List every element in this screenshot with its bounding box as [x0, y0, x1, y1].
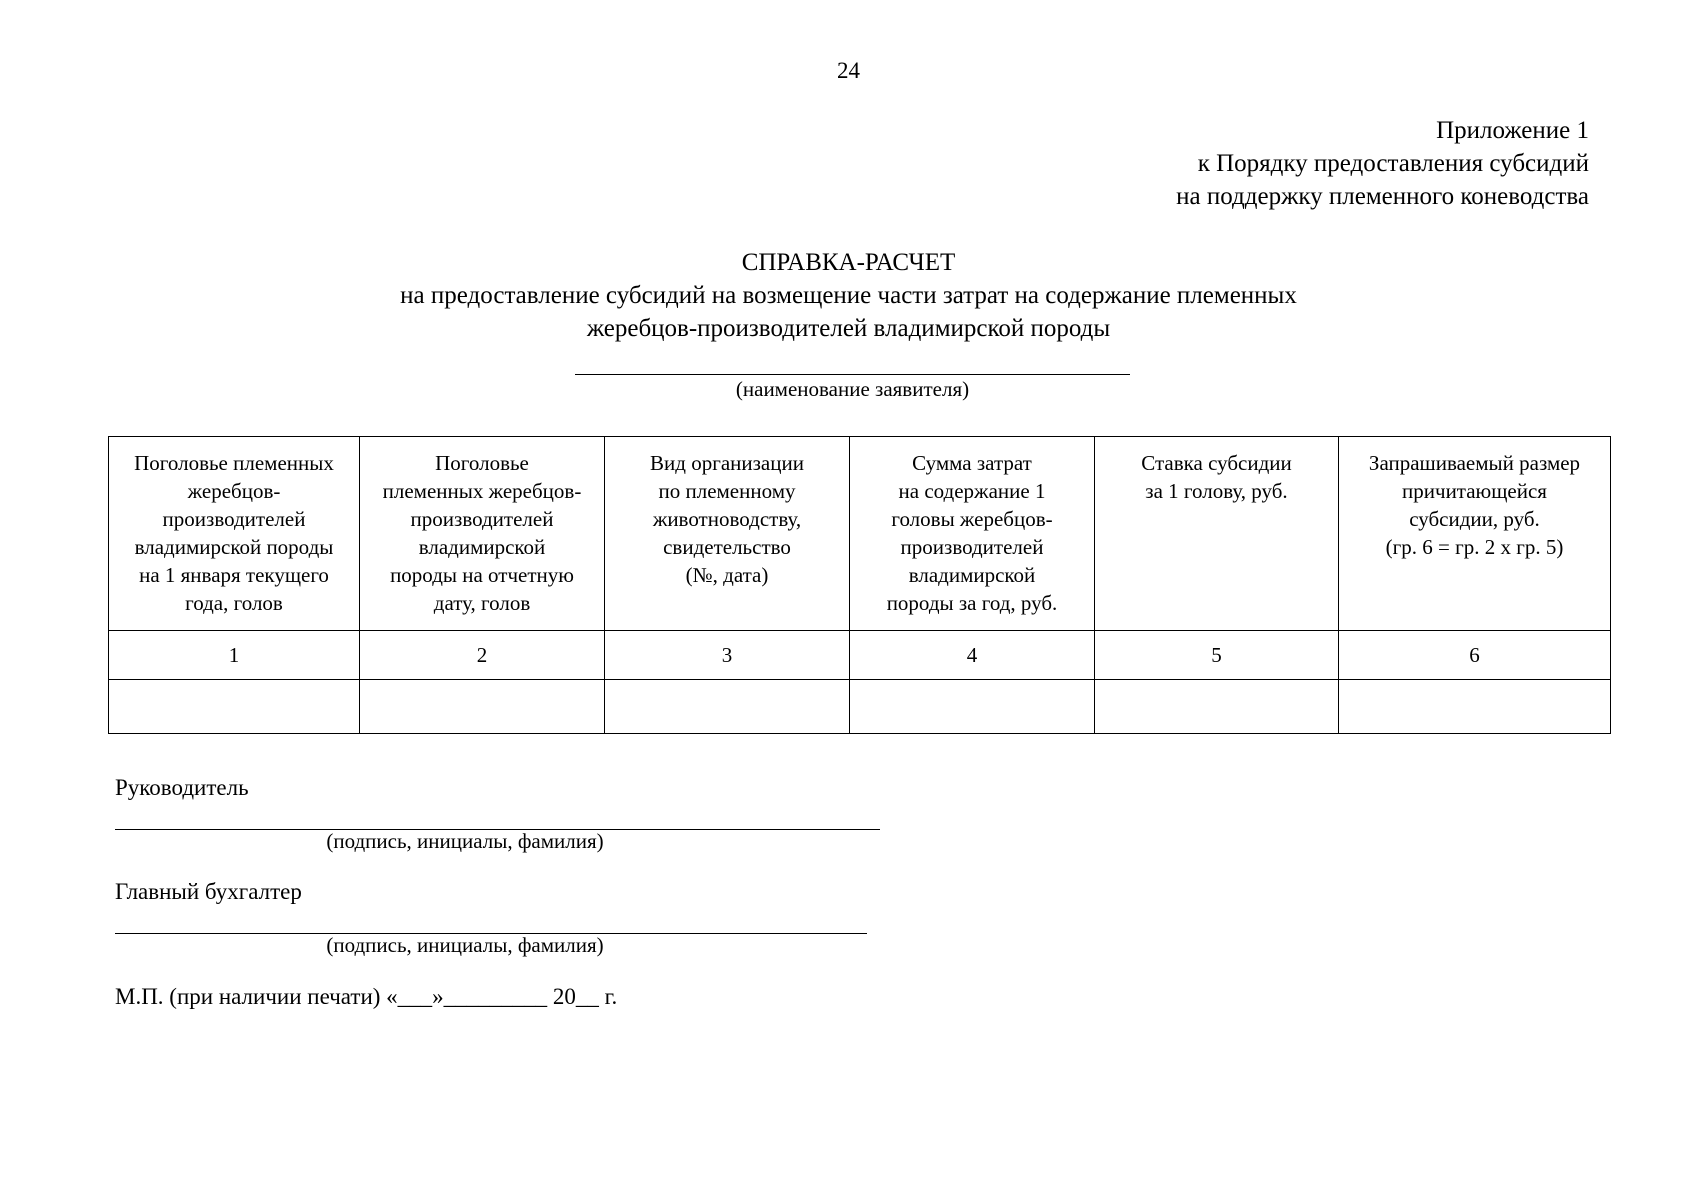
accountant-signature-caption: (подпись, инициалы, фамилия): [326, 933, 604, 957]
head-label: Руководитель: [115, 775, 249, 800]
header-text-line: причитающейся: [1402, 479, 1547, 503]
table-header-row: [109, 437, 1611, 631]
column-number: 3: [605, 631, 850, 680]
header-text-line: породы на отчетную: [390, 563, 574, 587]
header-text-line: на 1 января текущего: [139, 563, 329, 587]
header-text-line: породы за год, руб.: [886, 591, 1058, 615]
header-text-line: на содержание 1: [898, 479, 1046, 503]
header-text-line: владимирской породы: [134, 535, 334, 559]
table-header-cell: [605, 437, 850, 631]
column-number: 2: [360, 631, 605, 680]
header-text-line: головы жеребцов-: [891, 507, 1053, 531]
header-text-line: производителей: [900, 535, 1044, 559]
header-text-line: за 1 голову, руб.: [1145, 479, 1288, 503]
header-text-line: Запрашиваемый размер: [1368, 451, 1581, 475]
header-text-line: Поголовье племенных: [134, 451, 334, 475]
data-cell[interactable]: [1339, 680, 1611, 734]
table-data-row: [109, 680, 1611, 734]
column-number: 4: [850, 631, 1095, 680]
header-text-line: Поголовье: [435, 451, 529, 475]
applicant-caption: (наименование заявителя): [735, 377, 970, 401]
appendix-reference: [1176, 114, 1589, 213]
table-header-cell: [1339, 437, 1611, 631]
header-text-line: животноводству,: [652, 507, 802, 531]
header-text-line: по племенному: [658, 479, 796, 503]
title-heading: СПРАВКА-РАСЧЕТ: [741, 249, 956, 276]
column-number: 5: [1095, 631, 1339, 680]
accountant-label: Главный бухгалтер: [115, 879, 302, 904]
head-signature-caption: (подпись, инициалы, фамилия): [326, 829, 604, 853]
table-number-row: [109, 631, 1611, 680]
page-number: 24: [837, 58, 860, 83]
table-header-cell: [360, 437, 605, 631]
stamp-date-line: М.П. (при наличии печати) «___»_________ 20__ г.: [115, 984, 618, 1009]
document-title: [0, 246, 1697, 345]
appendix-line: к Порядку предоставления субсидий: [1197, 150, 1589, 177]
title-line: жеребцов-производителей владимирской породы: [586, 315, 1111, 342]
applicant-name-field: [575, 374, 1130, 375]
header-text-line: производителей: [162, 507, 306, 531]
header-text-line: свидетельство: [663, 535, 791, 559]
header-text-line: владимирской: [418, 535, 546, 559]
header-text-line: (гр. 6 = гр. 2 х гр. 5): [1385, 535, 1564, 559]
header-text-line: Вид организации: [650, 451, 804, 475]
header-text-line: производителей: [410, 507, 554, 531]
data-cell[interactable]: [605, 680, 850, 734]
header-text-line: Ставка субсидии: [1141, 451, 1292, 475]
column-number: 1: [109, 631, 360, 680]
table-header-cell: [109, 437, 360, 631]
table-header-cell: [1095, 437, 1339, 631]
calculation-table: [108, 436, 1611, 734]
data-cell[interactable]: [1095, 680, 1339, 734]
header-text-line: Сумма затрат: [912, 451, 1032, 475]
data-cell[interactable]: [850, 680, 1095, 734]
header-text-line: жеребцов-: [187, 479, 281, 503]
header-text-line: дату, голов: [433, 591, 531, 615]
header-text-line: владимирской: [908, 563, 1036, 587]
table-header-cell: [850, 437, 1095, 631]
column-number: 6: [1339, 631, 1611, 680]
header-text-line: (№, дата): [685, 563, 769, 587]
title-line: на предоставление субсидий на возмещение части затрат на содержание племенных: [400, 282, 1297, 309]
header-text-line: племенных жеребцов-: [382, 479, 582, 503]
appendix-line: на поддержку племенного коневодства: [1176, 183, 1589, 210]
header-text-line: субсидии, руб.: [1409, 507, 1540, 531]
header-text-line: года, голов: [185, 591, 283, 615]
appendix-line: Приложение 1: [1436, 117, 1589, 144]
data-cell[interactable]: [360, 680, 605, 734]
data-cell[interactable]: [109, 680, 360, 734]
